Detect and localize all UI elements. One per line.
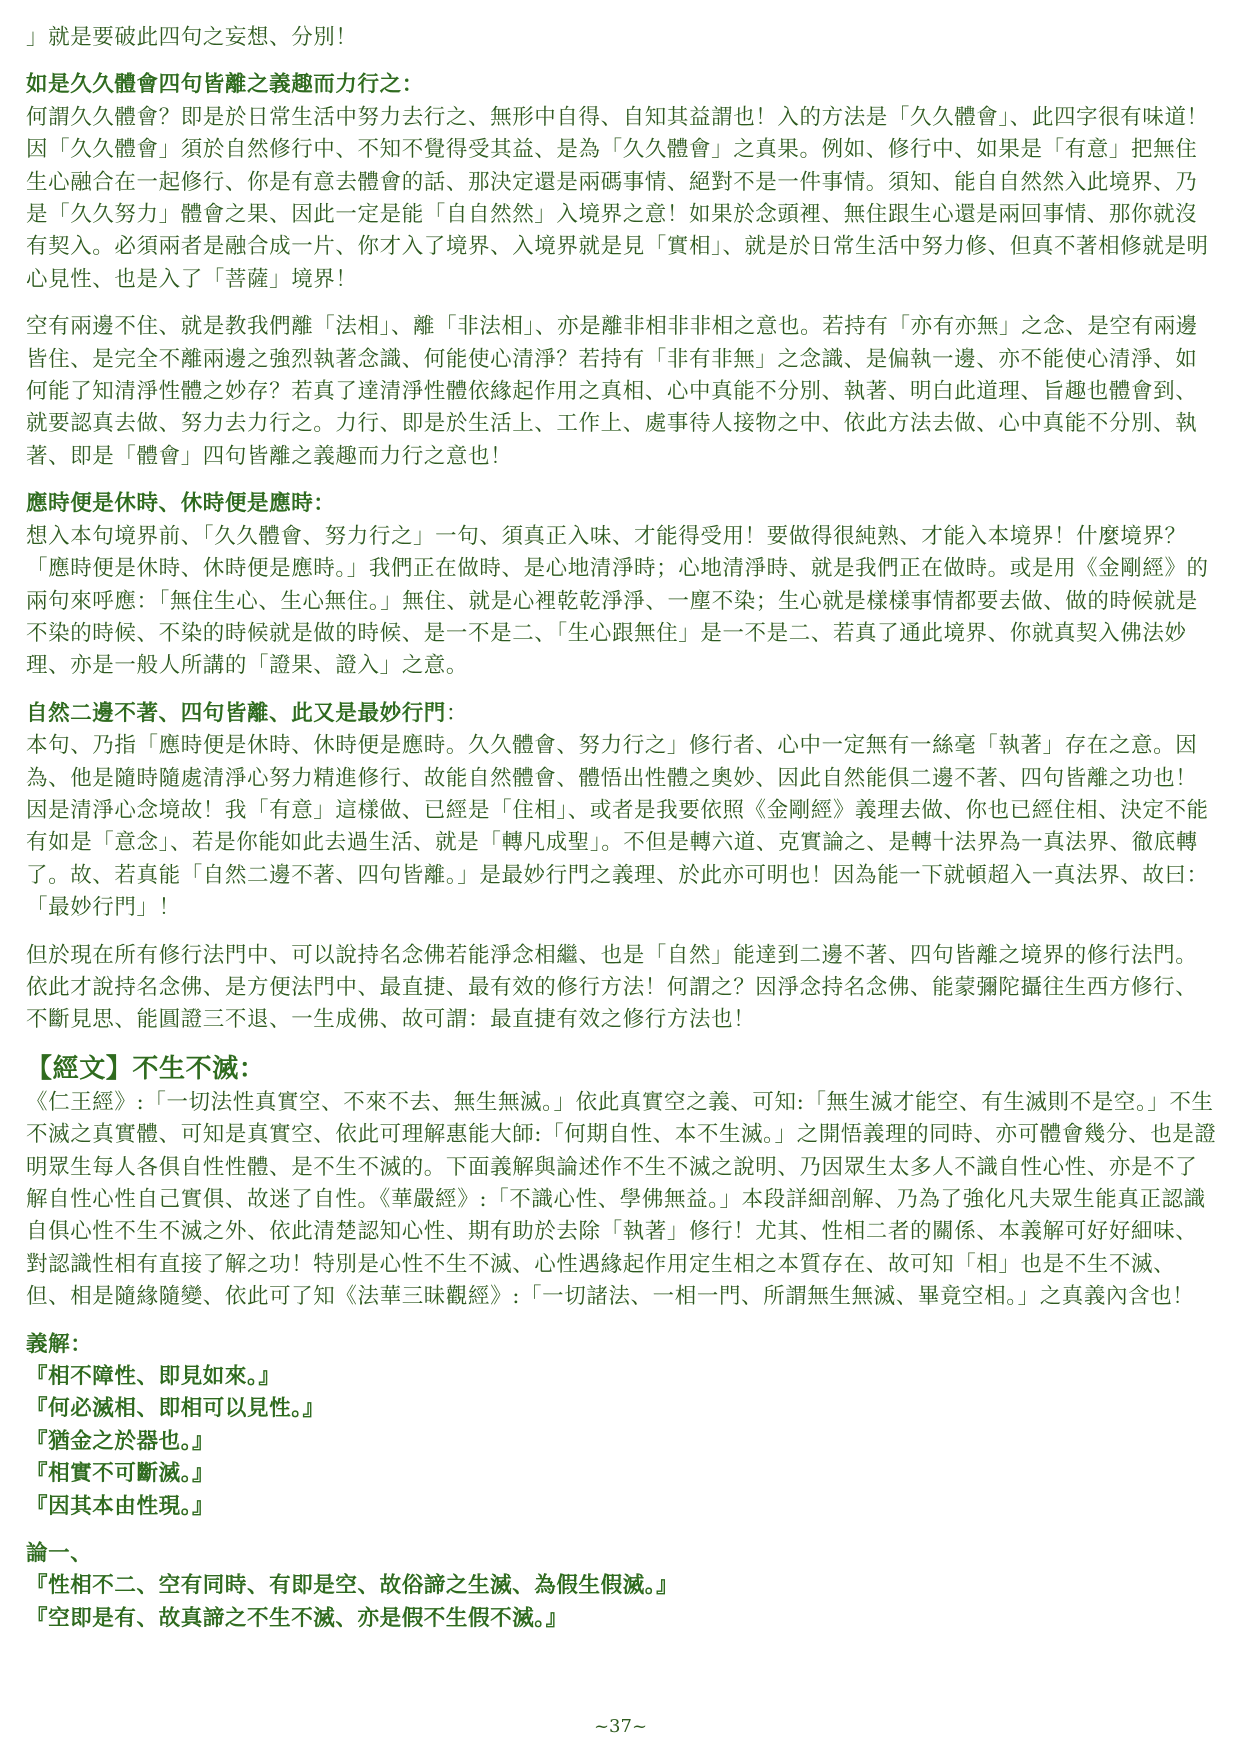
sutra-heading: 【經文】不生不滅： — [26, 1053, 266, 1084]
yijie-label: 義解： — [26, 1331, 93, 1357]
document-body — [26, 22, 1218, 1635]
paragraph-6: 《仁王經》:「一切法性真實空、不來不去、無生無滅。」依此真實空之義、可知:「無生滅才能空、有生滅則不是空。」不生不滅之真實體、可知是真實空、依此可理解惠能大師:「何期自性、本不生滅。」之開悟義理的同時、亦可體會幾分、也是證明眾生每人各俱自性性體、是不生不滅的。下面義解與論述作不生不滅之說明、乃因眾生太多人不識自性心性、亦是不了解自性心性自己實俱、故迷了自性。《華嚴經》:「不識心性、學佛無益。」本段詳細剖解、乃為了強化凡夫眾生能真正認識自俱心性不生不滅之外、依此清楚認知心性、期有助於去除「執著」修行！尤其、性相二者的關係、本義解可好好細味、對認識性相有直接了解之功！特別是心性不生不滅、心性遇緣起作用定生相之本質存在、故可知「相」也是不生不滅、但、相是隨緣隨變、依此可了知《法華三昧觀經》:「一切諸法、一相一門、所謂無生無滅、畢竟空相。」之真義內含也！ — [26, 1089, 1217, 1310]
yijie-item: 『猶金之於器也。』 — [26, 1428, 215, 1454]
paragraph-2: 空有兩邊不住、就是教我們離「法相」、離「非法相」、亦是離非相非非相之意也。若持有「亦有亦無」之念、是空有兩邊皆住、是完全不離兩邊之強烈執著念識、何能使心清淨？若持有「非有非無」之念識、是偏執一邊、亦不能使心清淨、如何能了知清淨性體之妙存？若真了達清淨性體依緣起作用之真相、心中真能不分別、執著、明白此道理、旨趣也體會到、就要認真去做、努力去力行之。力行、即是於生活上、工作上、處事待人接物之中、依此方法去做、心中真能不分別、執著、即是「體會」四句皆離之義趣而力行之意也！ — [26, 314, 1198, 469]
yijie-item: 『相實不可斷滅。』 — [26, 1461, 215, 1487]
lun-item: 『空即是有、故真諦之不生不滅、亦是假不生假不滅。』 — [26, 1605, 568, 1631]
paragraph-3: 想入本句境界前、「久久體會、努力行之」一句、須真正入味、才能得受用！要做得很純熟、才能入本境界！什麼境界？「應時便是休時、休時便是應時。」我們正在做時、是心地清淨時；心地清淨時、就是我們正在做時。或是用《金剛經》的兩句來呼應：「無住生心、生心無住。」無住、就是心裡乾乾淨淨、一塵不染；生心就是樣樣事情都要去做、做的時候就是不染的時候、不染的時候就是做的時候、是一不是二、「生心跟無住」是一不是二、若真了通此境界、你就真契入佛法妙理、亦是一般人所講的「證果、證入」之意。 — [26, 523, 1209, 679]
section-heading-3-line — [26, 698, 1218, 730]
section-heading-3: 自然二邊不著、四句皆離、此又是最妙行門 — [26, 700, 446, 726]
section-heading-1: 如是久久體會四句皆離之義趣而力行之： — [26, 72, 424, 98]
paragraph-continuation: 」就是要破此四句之妄想、分別！ — [26, 25, 358, 50]
yijie-item: 『相不障性、即見如來。』 — [26, 1364, 281, 1390]
paragraph-5: 但於現在所有修行法門中、可以說持名念佛若能淨念相繼、也是「自然」能達到二邊不著、四句皆離之境界的修行法門。依此才說持名念佛、是方便法門中、最直捷、最有效的修行方法！何謂之？因淨念持名念佛、能蒙彌陀攝往生西方修行、不斷見思、能圓證三不退、一生成佛、故可謂：最直捷有效之修行方法也！ — [26, 942, 1198, 1033]
section-heading-3-colon: ： — [445, 700, 469, 726]
paragraph-1: 何謂久久體會？即是於日常生活中努力去行之、無形中自得、自知其益謂也！入的方法是「久久體會」、此四字很有味道！因「久久體會」須於自然修行中、不知不覺得受其益、是為「久久體會」之真果。例如、修行中、如果是「有意」把無住生心融合在一起修行、你是有意去體會的話、那決定還是兩碼事情、絕對不是一件事情。須知、能自自然然入此境界、乃是「久久努力」體會之果、因此一定是能「自自然然」入境界之意！如果於念頭裡、無住跟生心還是兩回事情、那你就沒有契入。必須兩者是融合成一片、你才入了境界、入境界就是見「實相」、就是於日常生活中努力修、但真不著相修就是明心見性、也是入了「菩薩」境界！ — [26, 104, 1209, 292]
lun-label: 論一、 — [26, 1541, 93, 1567]
paragraph-4: 本句、乃指「應時便是休時、休時便是應時。久久體會、努力行之」修行者、心中一定無有一絲毫「執著」存在之意。因為、他是隨時隨處清淨心努力精進修行、故能自然體會、體悟出性體之奧妙、因此自然能俱二邊不著、四句皆離之功也！因是清淨心念境故！我「有意」這樣做、已經是「住相」、或者是我要依照《金剛經》義理去做、你也已經住相、決定不能有如是「意念」、若是你能如此去過生活、就是「轉凡成聖」。不但是轉六道、克實論之、是轉十法界為一真法界、徹底轉了。故、若真能「自然二邊不著、四句皆離。」是最妙行門之義理、於此亦可明也！因為能一下就頓超入一真法界、故曰：「最妙行門」！ — [26, 733, 1209, 921]
page-number: ~37~ — [593, 1716, 648, 1737]
yijie-item: 『何必滅相、即相可以見性。』 — [26, 1396, 325, 1422]
lun-item: 『性相不二、空有同時、有即是空、故俗諦之生滅、為假生假滅。』 — [26, 1573, 679, 1599]
section-heading-2: 應時便是休時、休時便是應時： — [26, 491, 336, 517]
yijie-item: 『因其本由性現。』 — [26, 1493, 215, 1519]
